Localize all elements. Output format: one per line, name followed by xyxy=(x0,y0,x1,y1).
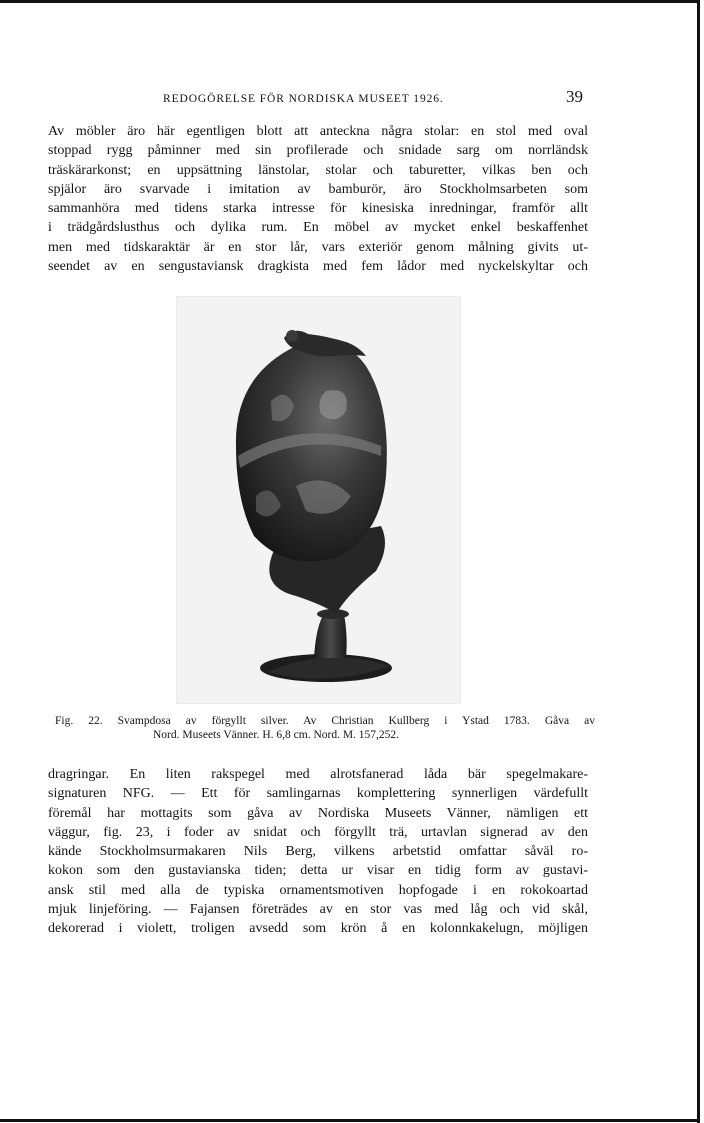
page-border-top xyxy=(0,0,697,3)
text-line: föremål har mottagits som gåva av Nordiska Museets Vänner, nämligen ett xyxy=(48,805,588,821)
text-line: dragringar. En liten rakspegel med alrotsfanerad låda bär spegelmakare- xyxy=(48,767,588,782)
page-border-bottom xyxy=(0,1119,700,1122)
text-line: mjuk linjeföring. — Fajansen företrädes av en stor vas med låg och vid skål, xyxy=(48,902,588,918)
text-line: kokon som den gustavianska tiden; detta ur visar en tidig form av gustavi- xyxy=(48,863,588,879)
text-line: i trädgårdslusthus och dylika rum. En möbel av mycket enkel beskaffenhet xyxy=(48,220,588,236)
text-line: dekorerad i violett, troligen avsedd som krön å en kolonnkakelugn, möjligen xyxy=(48,921,588,937)
text-line: spjälor äro svarvade i imitation av bamburör, äro Stockholmsarbeten som xyxy=(48,181,588,197)
text-line: signaturen NFG. — Ett för samlingarnas komplettering synnerligen värdefullt xyxy=(48,786,588,802)
top-paragraph xyxy=(48,122,588,276)
text-line: stoppad rygg påminner med sin profilerade och snidade sarg om norrländsk xyxy=(48,143,588,159)
caption-line: Nord. Museets Vänner. H. 6,8 cm. Nord. M. 157,252. xyxy=(153,729,400,741)
text-line: sammanhöra med tidens starka intresse för kinesiska inredningar, framför allt xyxy=(48,201,588,217)
text-line: väggur, fig. 23, i foder av snidat och förgyllt trä, urtavlan signerad av den xyxy=(48,824,588,840)
page-border-right xyxy=(697,0,700,1123)
text-line: Av möbler äro här egentligen blott att anteckna några stolar: en stol med oval xyxy=(48,124,588,139)
bottom-paragraph xyxy=(48,765,588,939)
text-line: seendet av en sengustaviansk dragkista med fem lådor med nyckelskyltar och xyxy=(48,259,588,275)
text-line: kände Stockholmsurmakaren Nils Berg, vilkens arbetstid omfattar såväl ro- xyxy=(48,844,588,860)
caption-line: Fig. 22. Svampdosa av förgyllt silver. Av Christian Kullberg i Ystad 1783. Gåva av xyxy=(55,715,595,727)
text-line: ansk stil med alla de typiska ornamentsmotiven hopfogade i en rokokoartad xyxy=(48,882,588,898)
text-line: träskärarkonst; en uppsättning länstolar, stolar och taburetter, vilkas ben och xyxy=(48,162,588,178)
text-line: men med tidskaraktär är en stor lår, vars exteriör genom målning givits ut- xyxy=(48,239,588,255)
sponge-box-illustration xyxy=(176,296,461,704)
figure-photo xyxy=(176,296,461,704)
page-number: 39 xyxy=(566,87,583,106)
figure-caption xyxy=(55,714,595,742)
running-head: REDOGÖRELSE FÖR NORDISKA MUSEET 1926. xyxy=(163,93,444,105)
